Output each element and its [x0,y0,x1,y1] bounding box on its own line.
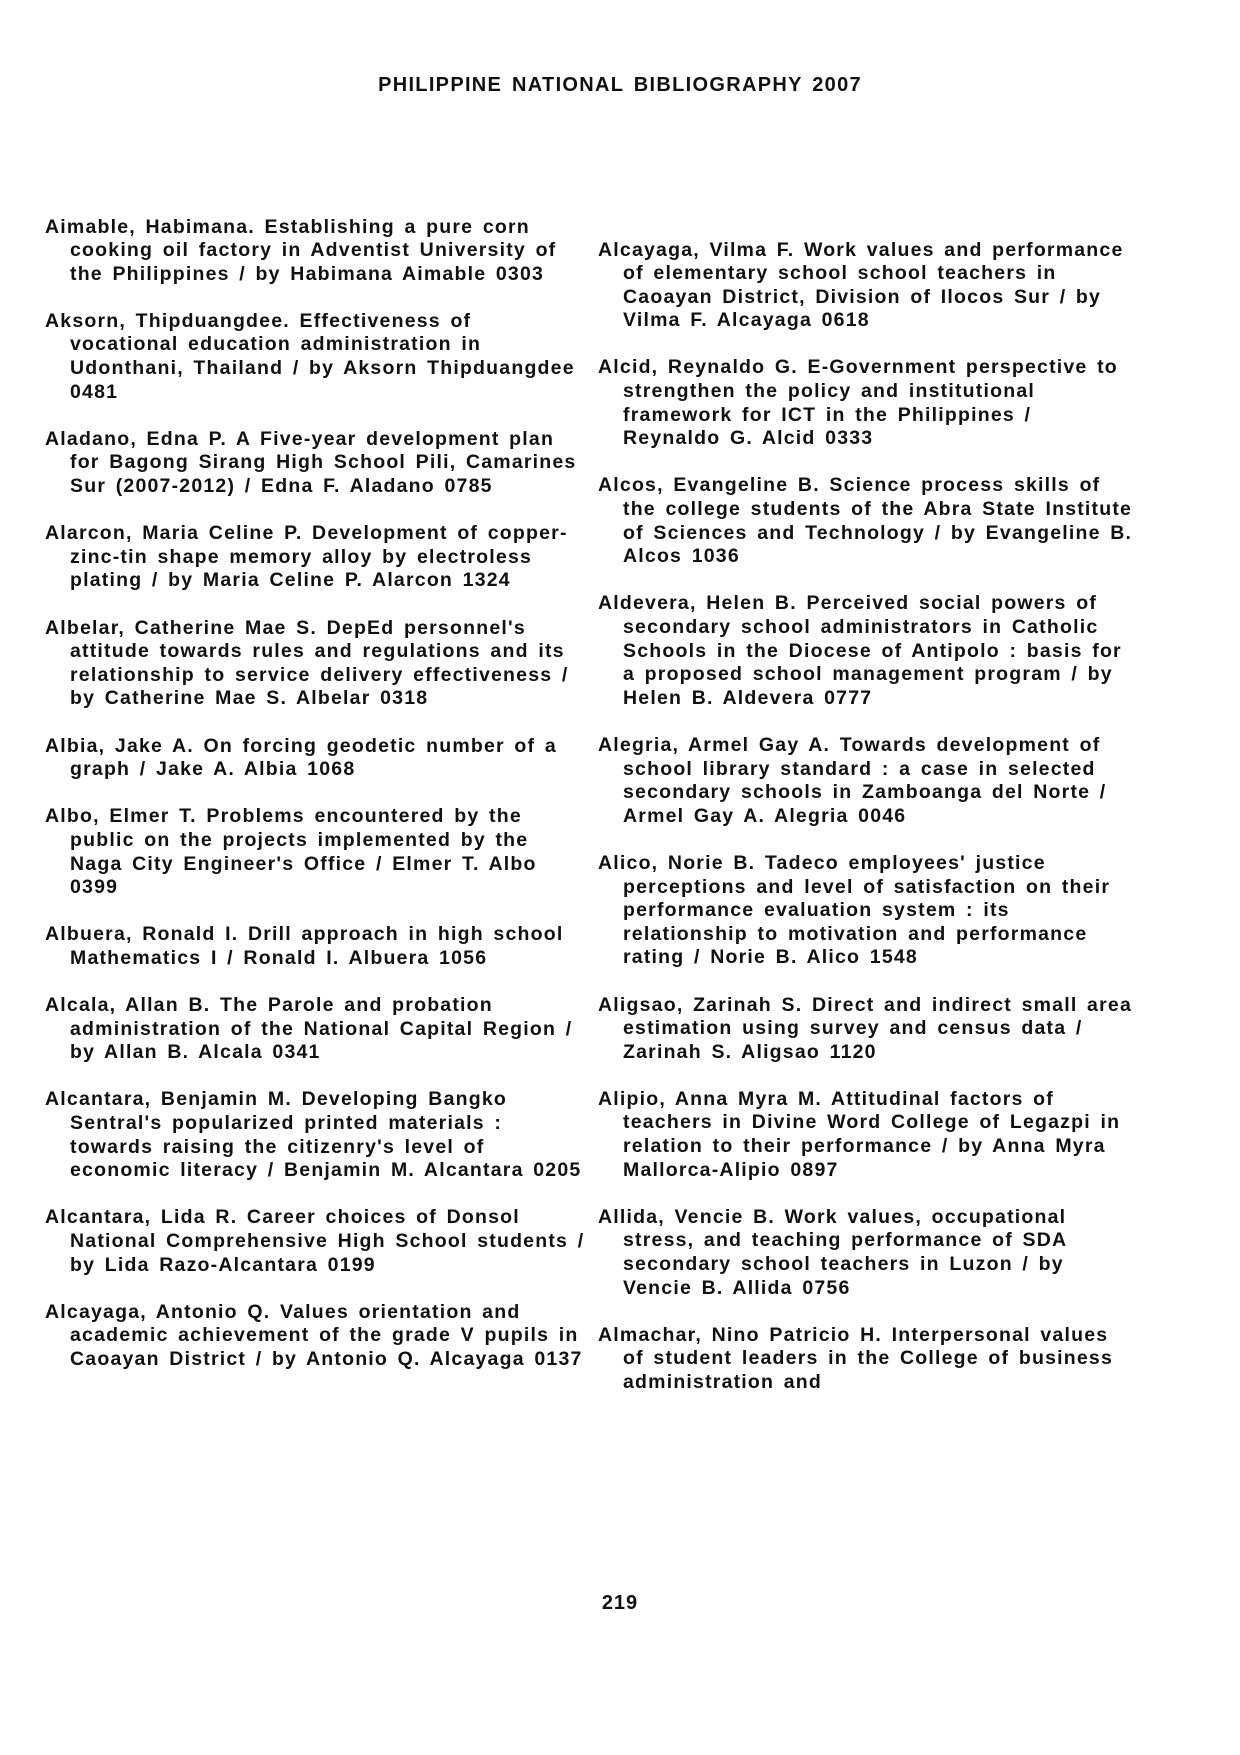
bibliography-entry: Albo, Elmer T. Problems encountered by the public on the projects implemented by the Naga City Engineer's Office / Elmer T. Albo 0399 [45,805,537,899]
bibliography-entry: Aladano, Edna P. A Five-year development plan for Bagong Sirang High School Pili, Camarines Sur (2007-2012) / Edna F. Aladano 0785 [45,427,577,498]
bibliography-entry: Alcantara, Benjamin M. Developing Bangko Sentral's popularized printed materials : towards raising the citizenry's level of economic literacy / Benjamin M. Alcantara 0205 [45,1088,582,1182]
right-column [598,219,1138,1418]
bibliography-entry: Alcayaga, Vilma F. Work values and performance of elementary school school teachers in Caoayan District, Division of Ilocos Sur / by Vilma F. Alcayaga 0618 [598,238,1124,332]
bibliography-entry: Alcala, Allan B. The Parole and probation administration of the National Capital Region / by Allan B. Alcala 0341 [45,994,573,1064]
bibliography-entry: Alegria, Armel Gay A. Towards development of school library standard : a case in selected secondary schools in Zamboanga del Norte / Armel Gay A. Alegria 0046 [598,733,1107,827]
bibliography-entry: Allida, Vencie B. Work values, occupational stress, and teaching performance of SDA secondary school teachers in Luzon / by Vencie B. Allida 0756 [598,1205,1067,1299]
bibliography-entry: Aksorn, Thipduangdee. Effectiveness of vocational education administration in Udonthani, Thailand / by Aksorn Thipduangdee 0481 [45,309,575,403]
bibliography-entry: Almachar, Nino Patricio H. Interpersonal values of student leaders in the College of business administration and [598,1323,1113,1393]
bibliography-entry: Alcayaga, Antonio Q. Values orientation and academic achievement of the grade V pupils in Caoayan District / by Antonio Q. Alcayaga 0137 [45,1300,583,1370]
bibliography-entry: Aimable, Habimana. Establishing a pure corn cooking oil factory in Adventist University of the Philippines / by Habimana Aimable 0303 [45,215,557,285]
page-header: PHILIPPINE NATIONAL BIBLIOGRAPHY 2007 [378,74,862,96]
bibliography-entry: Alico, Norie B. Tadeco employees' justice perceptions and level of satisfaction on their performance evaluation system : its relationship to motivation and performance rating / Norie B. Alico 1548 [598,851,1111,969]
bibliography-entry: Alarcon, Maria Celine P. Development of copper-zinc-tin shape memory alloy by electroless plating / by Maria Celine P. Alarcon 1324 [45,522,568,592]
left-column [45,196,585,1395]
bibliography-entry: Aldevera, Helen B. Perceived social powers of secondary school administrators in Catholic Schools in the Diocese of Antipolo : basis for a proposed school management program / by Helen B. Aldevera 0777 [598,592,1122,709]
bibliography-entry: Alcantara, Lida R. Career choices of Donsol National Comprehensive High School students / by Lida Razo-Alcantara 0199 [45,1206,585,1276]
bibliography-entry: Alipio, Anna Myra M. Attitudinal factors of teachers in Divine Word College of Legazpi in relation to their performance / by Anna Myra Mallorca-Alipio 0897 [598,1087,1121,1181]
bibliography-entry: Alcid, Reynaldo G. E-Government perspective to strengthen the policy and institutional framework for ICT in the Philippines / Reynaldo G. Alcid 0333 [598,356,1118,450]
bibliography-entry: Albia, Jake A. On forcing geodetic number of a graph / Jake A. Albia 1068 [45,734,557,781]
page-number: 219 [601,1592,639,1614]
bibliography-entry: Albuera, Ronald I. Drill approach in high school Mathematics I / Ronald I. Albuera 1056 [45,923,564,969]
bibliography-entry: Albelar, Catherine Mae S. DepEd personnel's attitude towards rules and regulations and its relationship to service delivery effectiveness / by Catherine Mae S. Albelar 0318 [45,616,569,710]
bibliography-entry: Aligsao, Zarinah S. Direct and indirect small area estimation using survey and census data / Zarinah S. Aligsao 1120 [598,993,1132,1063]
bibliography-entry: Alcos, Evangeline B. Science process skills of the college students of the Abra State Institute of Sciences and Technology / by Evangeline B. Alcos 1036 [598,474,1133,568]
